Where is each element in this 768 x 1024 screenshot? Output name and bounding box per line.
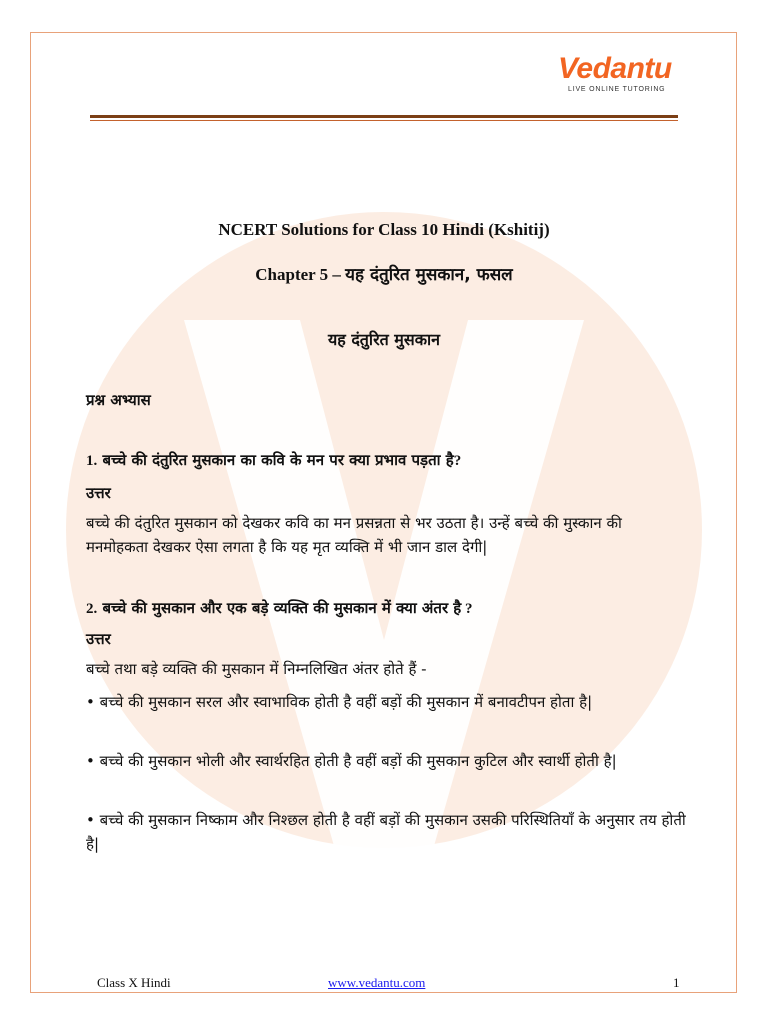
question-text: बच्चे की मुसकान और एक बड़े व्यक्ति की मुसकान में क्या अंतर है bbox=[102, 599, 462, 617]
answer-2-intro: बच्चे तथा बड़े व्यक्ति की मुसकान में निम्नलिखित अंतर होते हैं - bbox=[86, 660, 427, 678]
chapter-title bbox=[0, 262, 768, 285]
footer-page-number: 1 bbox=[673, 975, 680, 990]
answer-label: उत्तर bbox=[86, 630, 111, 648]
vedantu-logo bbox=[558, 52, 678, 93]
question-mark: ? bbox=[461, 601, 473, 617]
logo-tagline: LIVE ONLINE TUTORING bbox=[568, 86, 666, 93]
footer-class-label: Class X Hindi bbox=[97, 975, 171, 990]
answer-2-bullet: • बच्चे की मुसकान भोली और स्वार्थरहित होती है वहीं बड़ों की मुसकान कुटिल और स्वार्थी होती है| bbox=[86, 752, 617, 770]
document-title: NCERT Solutions for Class 10 Hindi (Kshitij) bbox=[218, 220, 550, 239]
answer-2-bullet: • बच्चे की मुसकान सरल और स्वाभाविक होती है वहीं बड़ों की मुसकान में बनावटीपन होता है| bbox=[86, 693, 593, 711]
section-title: यह दंतुरित मुसकान bbox=[327, 330, 441, 349]
question-number: 1. bbox=[86, 453, 98, 469]
question-2 bbox=[86, 596, 686, 621]
chapter-name: यह दंतुरित मुसकान, फसल bbox=[345, 265, 513, 285]
exercise-heading: प्रश्न अभ्यास bbox=[86, 391, 151, 409]
header-rule-thin bbox=[90, 120, 678, 121]
header-rule bbox=[90, 115, 678, 118]
question-text: बच्चे की दंतुरित मुसकान का कवि के मन पर क्या प्रभाव पड़ता है bbox=[102, 451, 454, 469]
question-number: 2. bbox=[86, 601, 98, 617]
question-mark: ? bbox=[453, 453, 462, 469]
question-1 bbox=[86, 448, 686, 473]
answer-label: उत्तर bbox=[86, 484, 111, 502]
answer-1: बच्चे की दंतुरित मुसकान को देखकर कवि का मन प्रसन्नता से भर उठता है। उन्हें बच्चे की मुस्कान की मनमोहकता देखकर ऐसा लगता है कि यह मृत व्यक्ति में भी जान डाल देगी| bbox=[86, 514, 622, 556]
logo-wordmark: Vedantu bbox=[558, 52, 672, 85]
answer-2-bullet: • बच्चे की मुसकान निष्काम और निश्छल होती है वहीं बड़ों की मुसकान उसकी परिस्थितियाँ के अनुसार तय होती है| bbox=[86, 811, 686, 853]
website-link[interactable]: www.vedantu.com bbox=[328, 975, 426, 990]
footer-website-link[interactable] bbox=[328, 975, 425, 991]
chapter-prefix: Chapter 5 – bbox=[255, 265, 346, 284]
